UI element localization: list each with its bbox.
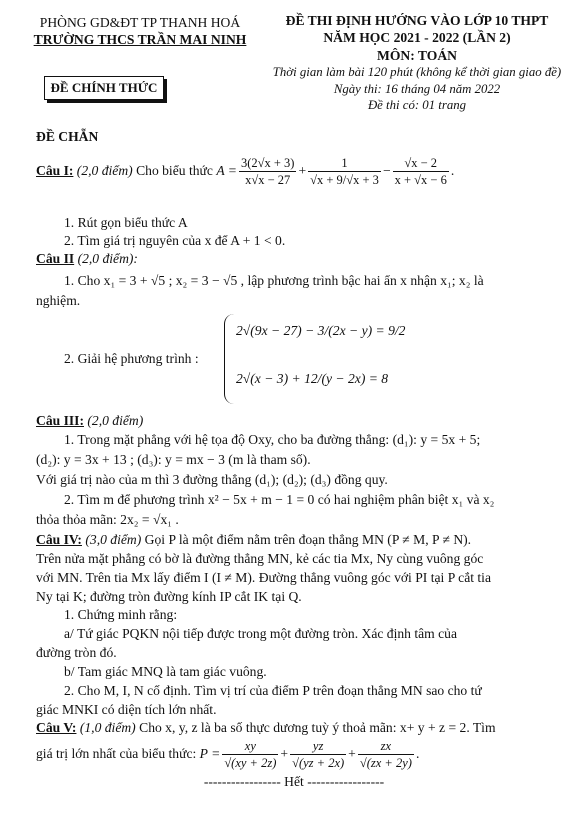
question-5-line-2: giá trị lớn nhất của biểu thức: P = $\frac{xy}{√(xy + 2z)}$ + $\frac{yz}{√(yz + 2x)}$ + $\frac{zx}{√(zx + 2y)}$ .: [36, 738, 420, 770]
question-3-part-1-cont: (d₂): y = 3x + 13 ; (d₃): y = mx − 3 (m là tham số).: [36, 452, 311, 467]
term-2: $\frac{yz}{√(yz + 2x)}$: [292, 738, 345, 770]
question-3-heading: [36, 412, 560, 429]
question-3-label: Câu III:: [36, 413, 84, 428]
term-1: $\frac{xy}{√(xy + 2z)}$: [224, 738, 277, 770]
end-marker: ----------------- Hết -----------------: [203, 774, 385, 789]
question-5-line-1: [36, 719, 560, 736]
question-4-part-2-cont: giác MNKI có diện tích lớn nhất.: [36, 702, 217, 717]
exam-title: ĐỀ THI ĐỊNH HƯỚNG VÀO LỚP 10 THPT: [285, 13, 549, 28]
question-2-part-1-cont: nghiệm.: [36, 293, 81, 308]
term-3: $\frac{zx}{√(zx + 2y)}$: [359, 738, 412, 770]
expression-p-label: P =: [199, 746, 221, 762]
question-3-part-1-question: Với giá trị nào của m thì 3 đường thẳng (d₁); (d₂); (d₃) đồng quy.: [36, 472, 388, 487]
header-right: [258, 12, 576, 113]
question-2-part-2: 2. Giải hệ phương trình :: [64, 351, 199, 366]
question-4-part-1: 1. Chứng minh rằng:: [64, 607, 178, 622]
question-4-part-2: 2. Cho M, I, N cố định. Tìm vị trí của điểm P trên đoạn thẳng MN sao cho tứ: [64, 683, 482, 698]
expression-a-label: A =: [216, 163, 237, 179]
exam-version: ĐỀ CHẴN: [36, 129, 99, 144]
question-3-part-2: 2. Tìm m để phương trình x² − 5x + m − 1 = 0 có hai nghiệm phân biệt x₁ và x₂: [64, 492, 495, 507]
exam-time: Thời gian làm bài 120 phút (không kể thời gian giao đề): [272, 65, 562, 80]
question-2-label: Câu II: [36, 251, 75, 266]
question-4-part-1a: a/ Tứ giác PQKN nội tiếp được trong một đường tròn. Xác định tâm của: [64, 626, 457, 641]
question-3-points: (2,0 điểm): [87, 413, 144, 428]
question-5-label: Câu V:: [36, 720, 77, 735]
question-5-text-b: giá trị lớn nhất của biểu thức:: [36, 746, 197, 762]
question-4-line-4: Ny tại K; đường tròn đường kính IP cắt IK tại Q.: [36, 589, 302, 604]
question-4-line-1: [36, 531, 560, 548]
question-4-label: Câu IV:: [36, 532, 82, 547]
exam-year: NĂM HỌC 2021 - 2022 (LẦN 2): [323, 30, 511, 46]
fraction-3: $\frac{√x - 2}{x + √x - 6}$: [394, 155, 447, 187]
question-4-points: (3,0 điểm): [85, 532, 142, 547]
fraction-1: $\frac{3(2√x + 3)}{x√x - 27}$: [240, 155, 295, 187]
question-5-text: Cho x, y, z là ba số thực dương tuỳ ý thoả mãn: x+ y + z = 2. Tìm: [139, 720, 496, 735]
question-4-line-2: Trên nửa mặt phẳng có bờ là đường thẳng MN, kẻ các tia Mx, Ny cùng vuông góc: [36, 551, 484, 566]
exam-pages: Đề thi có: 01 trang: [367, 97, 467, 112]
question-1: Câu I: (2,0 điểm) Cho biểu thức A = $\frac{3(2√x + 3)}{x√x - 27}$ + $\frac{1}{√x + 9/√x + 3}$ − $\frac{√x - 2}{x + √x - 6}$ .: [36, 155, 455, 187]
question-3-part-2-cont: thỏa thỏa mãn: 2x₂ = √x₁ .: [36, 512, 179, 527]
question-5-points: (1,0 điểm): [79, 720, 136, 735]
question-2-points: (2,0 điểm):: [77, 251, 138, 266]
question-1-points: (2,0 điểm): [76, 163, 133, 179]
header-left: [20, 14, 260, 49]
fraction-2: $\frac{1}{√x + 9/√x + 3}$: [310, 155, 379, 187]
question-1-part-1: 1. Rút gọn biểu thức A: [64, 215, 188, 230]
question-2-heading: [36, 250, 560, 267]
question-1-label: Câu I:: [36, 163, 74, 179]
exam-subject: MÔN: TOÁN: [377, 47, 457, 63]
question-4-text: Gọi P là một điểm nằm trên đoạn thẳng MN (P ≠ M, P ≠ N).: [144, 532, 472, 547]
question-4-line-3: với MN. Trên tia Mx lấy điểm I (I ≠ M). Đường thẳng vuông góc với PI tại P cắt tia: [36, 570, 491, 585]
school-name: TRƯỜNG THCS TRẦN MAI NINH: [33, 32, 247, 48]
system-equation-2: 2√(x − 3) + 12/(y − 2x) = 8: [236, 371, 389, 386]
question-2-part-1: 1. Cho x₁ = 3 + √5 ; x₂ = 3 − √5 , lập phương trình bậc hai ẩn x nhận x₁; x₂ là: [64, 273, 484, 288]
question-1-part-2: 2. Tìm giá trị nguyên của x để A + 1 < 0.: [64, 233, 286, 248]
exam-date: Ngày thi: 16 tháng 04 năm 2022: [333, 81, 501, 96]
system-equation-1: 2√(9x − 27) − 3/(2x − y) = 9/2: [236, 323, 406, 338]
question-1-intro: Cho biểu thức: [136, 163, 213, 179]
question-4-part-1a-cont: đường tròn đó.: [36, 645, 117, 660]
department-name: PHÒNG GD&ĐT TP THANH HOÁ: [39, 15, 241, 30]
question-4-part-1b: b/ Tam giác MNQ là tam giác vuông.: [64, 664, 267, 679]
official-stamp: ĐỀ CHÍNH THỨC: [44, 76, 164, 100]
question-3-part-1: 1. Trong mặt phẳng với hệ tọa độ Oxy, cho ba đường thẳng: (d₁): y = 5x + 5;: [64, 432, 481, 447]
